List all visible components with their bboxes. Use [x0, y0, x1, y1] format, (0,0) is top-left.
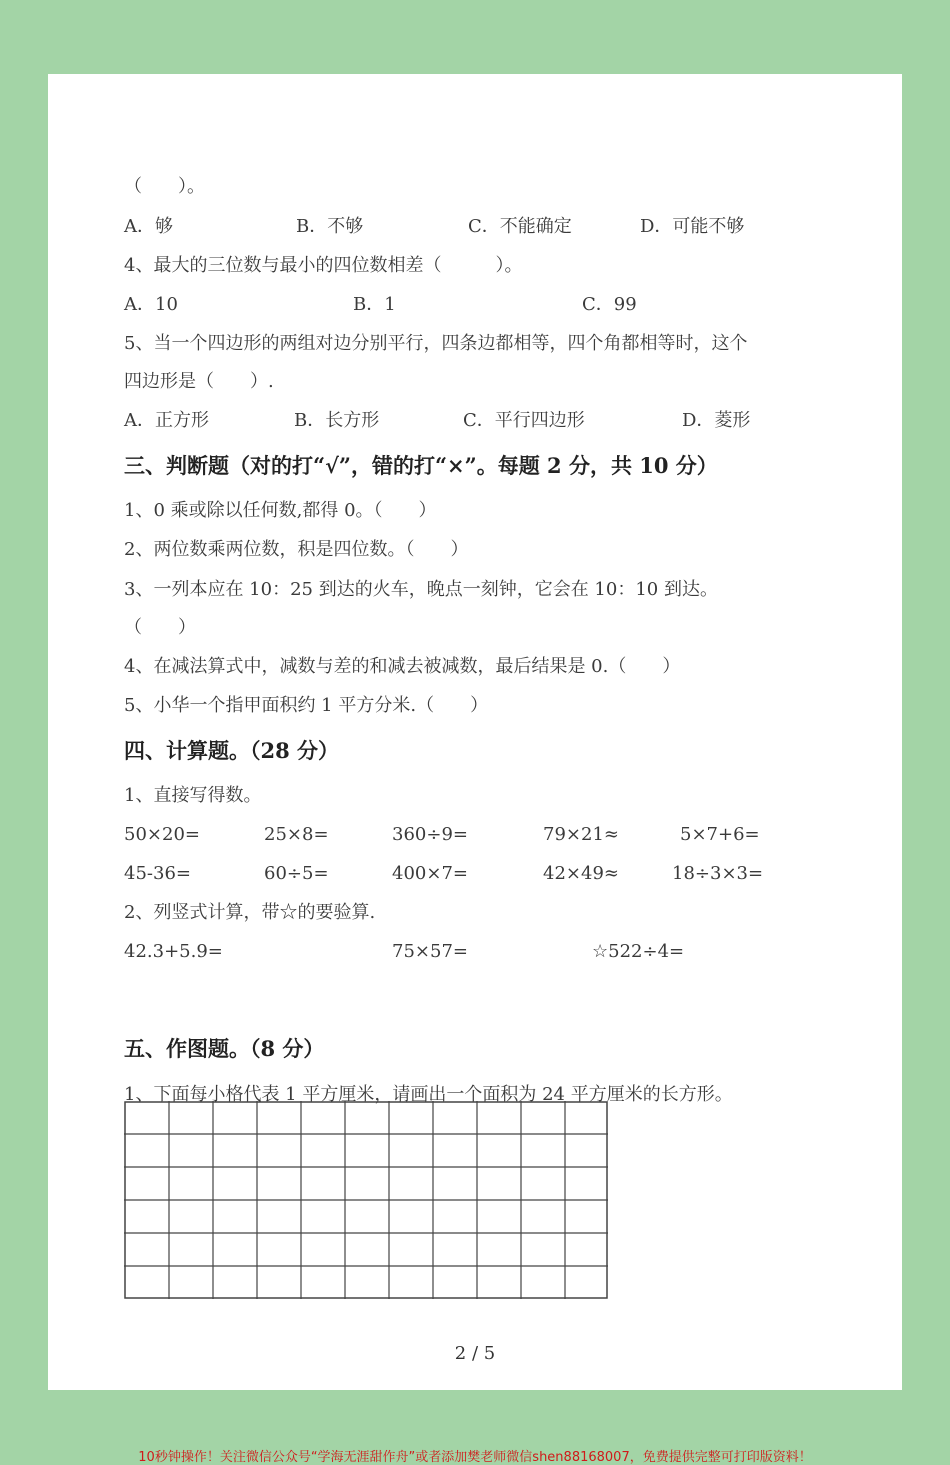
- section-5-title: 五、作图题。（8 分）: [124, 1036, 325, 1061]
- judge-item-3: 3、一列本应在 10：25 到达的火车，晚点一刻钟，它会在 10：10 到达。: [124, 579, 718, 600]
- calc-item: 79×21≈: [543, 824, 619, 845]
- q5-option-c: C．平行四边形: [463, 410, 585, 431]
- calc-subtitle-1: 1、直接写得数。: [124, 785, 262, 806]
- calc-item: 42×49≈: [543, 863, 619, 884]
- square-grid[interactable]: [124, 1101, 608, 1299]
- calc-item: 45-36=: [124, 863, 191, 884]
- calc-item: 60÷5=: [264, 863, 329, 884]
- section-3-title: 三、判断题（对的打“√”，错的打“×”。每题 2 分，共 10 分）: [124, 453, 718, 478]
- judge-item-5: 5、小华一个指甲面积约 1 平方分米.（ ）: [124, 695, 489, 716]
- question-5-line2: 四边形是（ ）.: [124, 371, 274, 392]
- q3-option-b: B．不够: [296, 216, 364, 237]
- q3-option-c: C．不能确定: [468, 216, 572, 237]
- calc-item: 400×7=: [392, 863, 468, 884]
- judge-item-3-blank: （ ）: [124, 617, 196, 638]
- judge-item-1: 1、0 乘或除以任何数,都得 0。（ ）: [124, 500, 437, 521]
- drawing-question: 1、下面每小格代表 1 平方厘米，请画出一个面积为 24 平方厘米的长方形。: [124, 1084, 733, 1105]
- section-4-title: 四、计算题。（28 分）: [124, 738, 340, 763]
- calc-item: 18÷3×3=: [672, 863, 764, 884]
- vertical-calc-item: 75×57=: [392, 941, 468, 962]
- calc-subtitle-2: 2、列竖式计算，带☆的要验算.: [124, 902, 376, 923]
- q4-option-a: A．10: [124, 294, 178, 315]
- promo-footer: 10秒钟操作！关注微信公众号“学海无涯甜作舟”或者添加樊老师微信shen88168007，免费提供完整可打印版资料！: [138, 1450, 812, 1465]
- vertical-calc-item: ☆522÷4=: [592, 941, 685, 962]
- calc-item: 50×20=: [124, 824, 200, 845]
- calc-item: 360÷9=: [392, 824, 468, 845]
- page-number: 2 / 5: [454, 1343, 496, 1364]
- q5-option-a: A．正方形: [124, 410, 209, 431]
- calc-item: 25×8=: [264, 824, 329, 845]
- q4-option-c: C．99: [582, 294, 637, 315]
- calc-item: 5×7+6=: [680, 824, 760, 845]
- judge-item-4: 4、在减法算式中，减数与差的和减去被减数，最后结果是 0.（ ）: [124, 656, 681, 677]
- judge-item-2: 2、两位数乘两位数，积是四位数。（ ）: [124, 539, 469, 560]
- q3-option-d: D．可能不够: [640, 216, 745, 237]
- q5-option-b: B．长方形: [294, 410, 380, 431]
- q5-option-d: D．菱形: [682, 410, 751, 431]
- question-5-line1: 5、当一个四边形的两组对边分别平行，四条边都相等，四个角都相等时，这个: [124, 333, 748, 354]
- vertical-calc-item: 42.3+5.9=: [124, 941, 223, 962]
- q4-option-b: B．1: [353, 294, 396, 315]
- q3-option-a: A．够: [124, 216, 173, 237]
- question-4: 4、最大的三位数与最小的四位数相差（ ）。: [124, 255, 523, 276]
- q3-answer-blank: （ ）。: [124, 176, 205, 197]
